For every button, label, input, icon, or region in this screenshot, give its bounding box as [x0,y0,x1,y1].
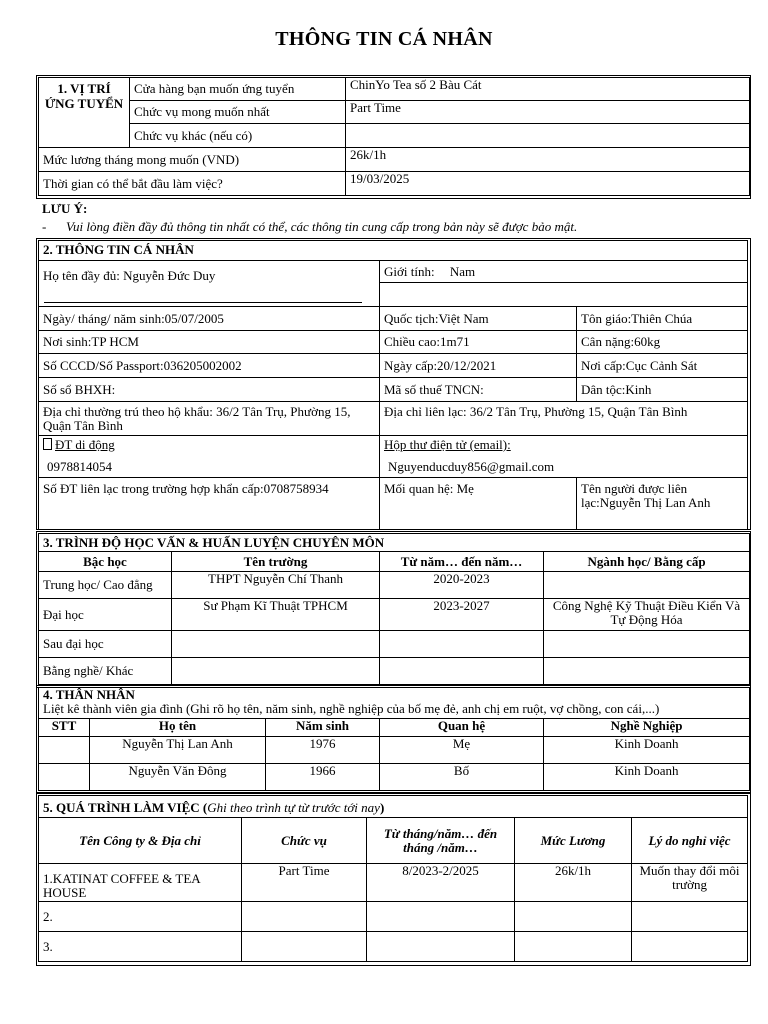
other-role-value[interactable] [346,124,750,148]
family-header-no: STT [39,719,90,737]
fullname-text: Họ tên đầy đủ: Nguyễn Đức Duy [43,268,216,283]
family-relation[interactable]: Bố [380,764,544,791]
issue-date[interactable]: Ngày cấp:20/12/2021 [380,354,577,378]
work-period[interactable] [367,932,515,962]
salary-label: Mức lương tháng mong muốn (VND) [39,148,346,172]
work-heading-end: ) [379,799,385,815]
salary-value[interactable]: 26k/1h [346,148,750,172]
table-row [39,764,90,791]
table-row [39,737,90,764]
phone-icon [43,438,52,450]
family-name[interactable]: Nguyễn Thị Lan Anh [90,737,266,764]
email-label: Hộp thư điện tử (email): [384,437,511,452]
edu-header-level: Bậc học [39,552,172,572]
family-name[interactable]: Nguyễn Văn Đông [90,764,266,791]
gender-label: Giới tính: [384,264,435,279]
phone-label: ĐT di động [55,437,115,452]
weight[interactable]: Cân nặng:60kg [577,331,748,354]
family-header-job: Nghề Nghiệp [544,719,750,737]
work-header-salary: Mức Lương [515,818,632,864]
work-reason[interactable] [632,902,748,932]
birthplace[interactable]: Nơi sinh:TP HCM [39,331,380,354]
edu-major[interactable] [544,631,750,658]
work-period[interactable] [367,902,515,932]
work-company[interactable]: 3. [39,932,242,962]
work-salary[interactable] [515,932,632,962]
edu-major[interactable]: Công Nghệ Kỹ Thuật Điều Kiển Và Tự Động Hóa [544,599,750,631]
family-year[interactable]: 1966 [266,764,380,791]
family-table [38,687,750,791]
contact-person[interactable]: Tên người được liên lạc:Nguyễn Thị Lan Anh [577,478,748,530]
gender-value[interactable]: Nam [449,264,476,279]
family-header-name: Họ tên [90,719,266,737]
start-date-label: Thời gian có thể bắt đầu làm việc? [39,172,346,196]
fullname-underline [44,302,362,303]
family-job[interactable]: Kinh Doanh [544,764,750,791]
family-header-year: Năm sinh [266,719,380,737]
start-date-value[interactable]: 19/03/2025 [346,172,750,196]
family-heading: 4. THÂN NHÂN [43,687,135,702]
family-header-relation: Quan hệ [380,719,544,737]
table-row: Trung học/ Cao đẳng [39,572,172,599]
desired-role-label: Chức vụ mong muốn nhất [130,101,346,124]
education-table [38,533,750,685]
permanent-address[interactable]: Địa chỉ thường trú theo hộ khẩu: 36/2 Tân Trụ, Phường 15, Quận Tân Bình [39,402,380,436]
table-row: Sau đại học [39,631,172,658]
work-header-position: Chức vụ [242,818,367,864]
family-subtitle: Liệt kê thành viên gia đình (Ghi rõ họ tên, năm sinh, nghề nghiệp của bố mẹ đẻ, anh chị em ruột, vợ chồng, con cái,...) [43,701,660,716]
personal-heading: 2. THÔNG TIN CÁ NHÂN [39,241,748,261]
religion[interactable]: Tôn giáo:Thiên Chúa [577,307,748,331]
store-value[interactable]: ChinYo Tea số 2 Bàu Cát [346,78,750,101]
work-company[interactable]: 2. [39,902,242,932]
note-heading: LƯU Ý: [42,201,88,216]
relationship[interactable]: Mối quan hệ: Mẹ [380,478,577,530]
desired-role-value[interactable]: Part Time [346,101,750,124]
ethnicity[interactable]: Dân tộc:Kinh [577,378,748,402]
family-job[interactable]: Kinh Doanh [544,737,750,764]
edu-school[interactable]: Sư Phạm Kĩ Thuật TPHCM [172,599,380,631]
work-position[interactable] [242,902,367,932]
fullname[interactable] [39,261,380,307]
work-period[interactable]: 8/2023-2/2025 [367,864,515,902]
edu-years[interactable] [380,631,544,658]
work-position[interactable] [242,932,367,962]
page-title: THÔNG TIN CÁ NHÂN [275,28,493,50]
table-row: Bằng nghề/ Khác [39,658,172,685]
personal-table [38,240,748,530]
phone-value[interactable]: 0978814054 [47,459,112,474]
work-reason[interactable]: Muốn thay đổi môi trường [632,864,748,902]
edu-years[interactable]: 2020-2023 [380,572,544,599]
table-row: Đại học [39,599,172,631]
family-year[interactable]: 1976 [266,737,380,764]
work-salary[interactable] [515,902,632,932]
work-header-company: Tên Công ty & Địa chỉ [39,818,242,864]
edu-years[interactable]: 2023-2027 [380,599,544,631]
edu-school[interactable] [172,658,380,685]
note-text: Vui lòng điền đầy đủ thông tin nhất có thể, các thông tin cung cấp trong bản này sẽ được bảo mật. [66,219,578,234]
emergency-phone[interactable]: Số ĐT liên lạc trong trường hợp khẩn cấp:0708758934 [39,478,380,530]
other-role-label: Chức vụ khác (nếu có) [130,124,346,148]
work-company[interactable]: 1.KATINAT COFFEE & TEA HOUSE [39,864,242,902]
work-heading-note: Ghi theo trình tự từ trước tới nay [207,799,380,815]
edu-header-years: Từ năm… đến năm… [380,552,544,572]
dob[interactable]: Ngày/ tháng/ năm sinh:05/07/2005 [39,307,380,331]
contact-address[interactable]: Địa chỉ liên lạc: 36/2 Tân Trụ, Phường 15, Quận Tân Bình [380,402,748,436]
work-salary[interactable]: 26k/1h [515,864,632,902]
work-position[interactable]: Part Time [242,864,367,902]
height[interactable]: Chiều cao:1m71 [380,331,577,354]
insurance-number[interactable]: Số sổ BHXH: [39,378,380,402]
edu-major[interactable] [544,572,750,599]
tax-code[interactable]: Mã số thuế TNCN: [380,378,577,402]
edu-years[interactable] [380,658,544,685]
edu-major[interactable] [544,658,750,685]
issue-place[interactable]: Nơi cấp:Cục Cảnh Sát [577,354,748,378]
edu-school[interactable]: THPT Nguyễn Chí Thanh [172,572,380,599]
position-heading: 1. VỊ TRÍ ỨNG TUYỂN [39,78,130,148]
work-table [38,795,748,962]
edu-header-school: Tên trường [172,552,380,572]
nationality[interactable]: Quốc tịch:Việt Nam [380,307,577,331]
work-header-reason: Lý do nghỉ việc [632,818,748,864]
family-relation[interactable]: Mẹ [380,737,544,764]
position-table [38,77,750,196]
work-heading: 5. QUÁ TRÌNH LÀM VIỆC ( [43,799,208,815]
id-number[interactable]: Số CCCD/Số Passport:036205002002 [39,354,380,378]
work-reason[interactable] [632,932,748,962]
edu-school[interactable] [172,631,380,658]
email-value[interactable]: Nguyenducduy856@gmail.com [388,459,555,474]
store-label: Cửa hàng bạn muốn ứng tuyển [130,78,346,101]
work-header-period: Từ tháng/năm… đến tháng /năm… [367,818,515,864]
education-heading: 3. TRÌNH ĐỘ HỌC VẤN & HUẤN LUYỆN CHUYÊN MÔN [39,534,750,552]
note-dash: - [42,219,47,234]
edu-header-major: Ngành học/ Bằng cấp [544,552,750,572]
